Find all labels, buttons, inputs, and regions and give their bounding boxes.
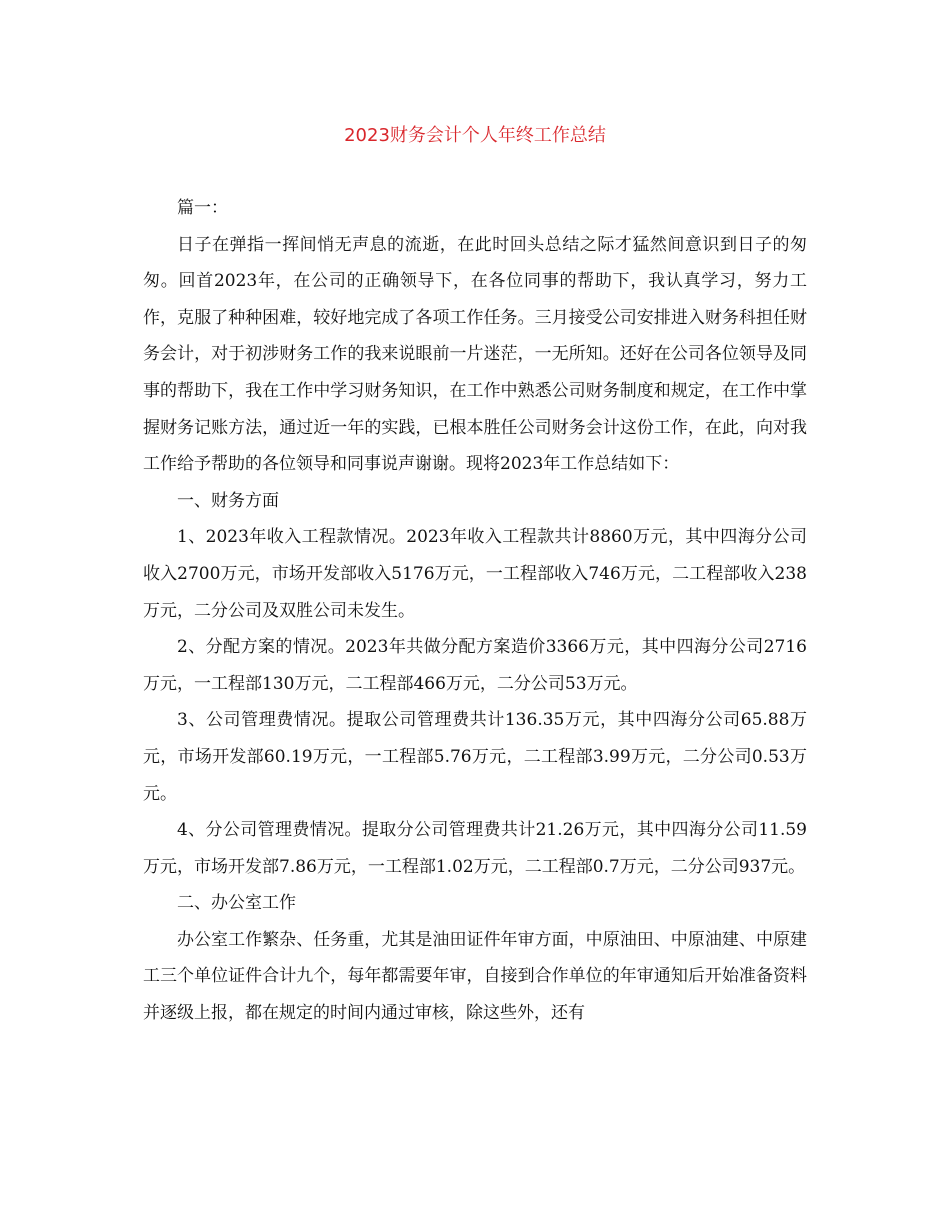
- section-heading-finance: 一、财务方面: [177, 490, 279, 511]
- intro-paragraph: 日子在弹指一挥间悄无声息的流逝，在此时回头总结之际才猛然间意识到日子的匆匆。回首2023年，在公司的正确领导下，在各位同事的帮助下，我认真学习，努力工作，克服了种种困难，较好地完成了各项工作任务。三月接受公司安排进入财务科担任财务会计，对于初涉财务工作的我来说眼前一片迷茫，一无所知。还好在公司各位领导及同事的帮助下，我在工作中学习财务知识，在工作中熟悉公司财务制度和规定，在工作中掌握财务记账方法，通过近一年的实践，已根本胜任公司财务会计这份工作，在此，向对我工作给予帮助的各位领导和同事说声谢谢。现将2023年工作总结如下：: [143, 234, 807, 475]
- finance-item-allocation: 2、分配方案的情况。2023年共做分配方案造价3366万元，其中四海分公司2716万元，一工程部130万元，二工程部466万元，二分公司53万元。: [143, 637, 807, 694]
- document-title: 2023财务会计个人年终工作总结: [344, 125, 606, 146]
- finance-item-income: 1、2023年收入工程款情况。2023年收入工程款共计8860万元，其中四海分公司收入2700万元，市场开发部收入5176万元，一工程部收入746万元，二工程部收入238万元，二分公司及双胜公司未发生。: [143, 527, 807, 621]
- finance-item-branch-fee: 4、分公司管理费情况。提取分公司管理费共计21.26万元，其中四海分公司11.59万元，市场开发部7.86万元，一工程部1.02万元，二工程部0.7万元，二分公司937元。: [143, 820, 807, 877]
- finance-item-company-fee: 3、公司管理费情况。提取公司管理费共计136.35万元，其中四海分公司65.88万元，市场开发部60.19万元，一工程部5.76万元，二工程部3.99万元，二分公司0.53万元。: [143, 710, 807, 804]
- section-label: 篇一：: [177, 198, 228, 218]
- office-paragraph: 办公室工作繁杂、任务重，尤其是油田证件年审方面，中原油田、中原油建、中原建工三个单位证件合计九个，每年都需要年审，自接到合作单位的年审通知后开始准备资料并逐级上报，都在规定的时间内通过审核，除这些外，还有: [143, 929, 807, 1024]
- document-body: [143, 190, 807, 1032]
- section-heading-office: 二、办公室工作: [177, 893, 296, 914]
